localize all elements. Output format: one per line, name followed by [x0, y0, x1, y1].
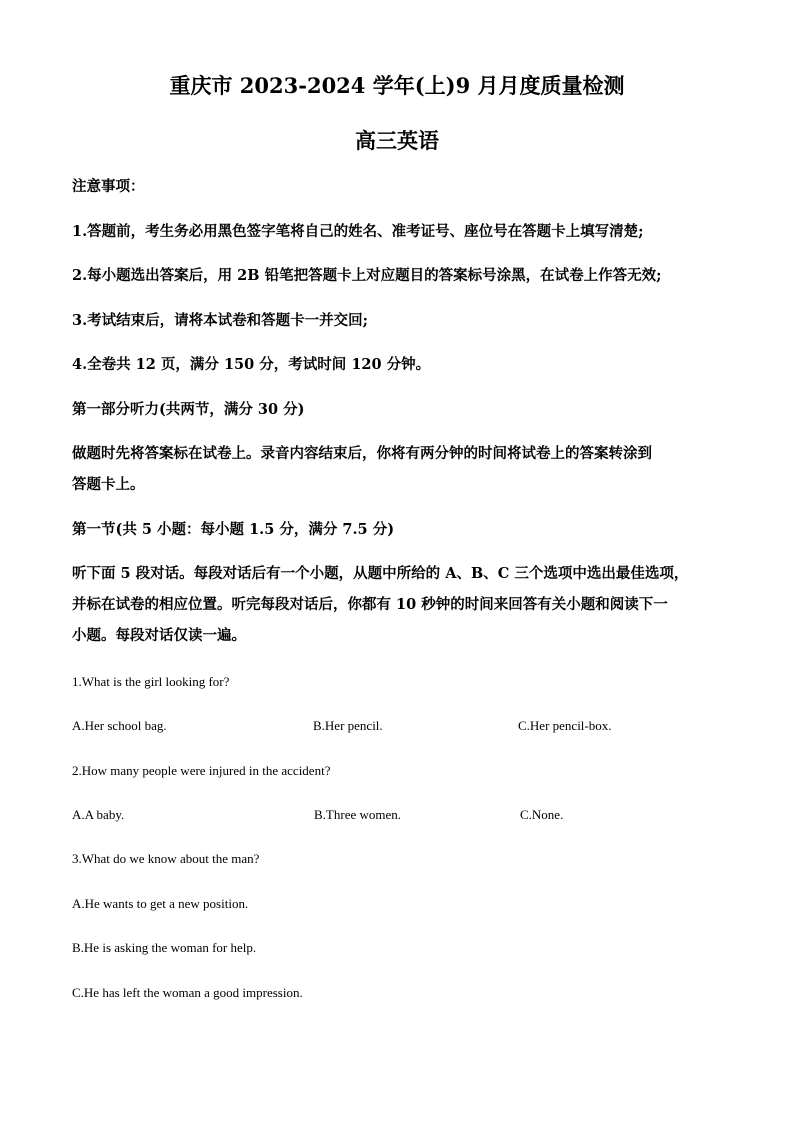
question-option: B.He is asking the woman for help.	[72, 940, 257, 955]
question-option: C.None.	[520, 807, 564, 822]
exam-subject: 高三英语	[355, 128, 439, 153]
notice-item: 3.考试结束后，请将本试卷和答题卡一并交回;	[72, 312, 368, 329]
section-one-instruction-line: 小题。每段对话仅读一遍。	[72, 627, 246, 644]
section-one-instruction-line: 并标在试卷的相应位置。听完每段对话后，你都有 10 秒钟的时间来回答有关小题和阅读下一	[72, 596, 668, 613]
notice-item: 4.全卷共 12 页，满分 150 分，考试时间 120 分钟。	[72, 356, 431, 373]
section-one-heading: 第一节(共 5 小题：每小题 1.5 分，满分 7.5 分)	[72, 521, 395, 538]
part-one-instruction-line: 做题时先将答案标在试卷上。录音内容结束后，你将有两分钟的时间将试卷上的答案转涂到	[72, 445, 652, 462]
question-stem: 3.What do we know about the man?	[72, 851, 260, 866]
section-one-instruction-line: 听下面 5 段对话。每段对话后有一个小题，从题中所给的 A、B、C 三个选项中选出最佳选项，	[72, 565, 689, 582]
question-option: A.A baby.	[72, 807, 125, 822]
question-option: A.He wants to get a new position.	[72, 896, 249, 911]
question-option: C.He has left the woman a good impression.	[72, 985, 303, 1000]
question-option: C.Her pencil-box.	[518, 718, 612, 733]
notice-heading: 注意事项：	[72, 178, 145, 195]
notice-item: 1.答题前，考生务必用黑色签字笔将自己的姓名、准考证号、座位号在答题卡上填写清楚;	[72, 223, 644, 240]
question-stem: 2.How many people were injured in the accident?	[72, 763, 331, 778]
question-option: A.Her school bag.	[72, 718, 167, 733]
exam-title: 重庆市 2023-2024 学年(上)9 月月度质量检测	[169, 73, 625, 98]
question-option: B.Three women.	[314, 807, 402, 822]
part-one-heading: 第一部分听力(共两节，满分 30 分)	[72, 401, 305, 418]
notice-item: 2.每小题选出答案后，用 2B 铅笔把答题卡上对应题目的答案标号涂黑，在试卷上作答无效;	[72, 267, 662, 284]
question-option: B.Her pencil.	[313, 718, 383, 733]
part-one-instruction-line: 答题卡上。	[72, 476, 145, 493]
question-stem: 1.What is the girl looking for?	[72, 674, 230, 689]
